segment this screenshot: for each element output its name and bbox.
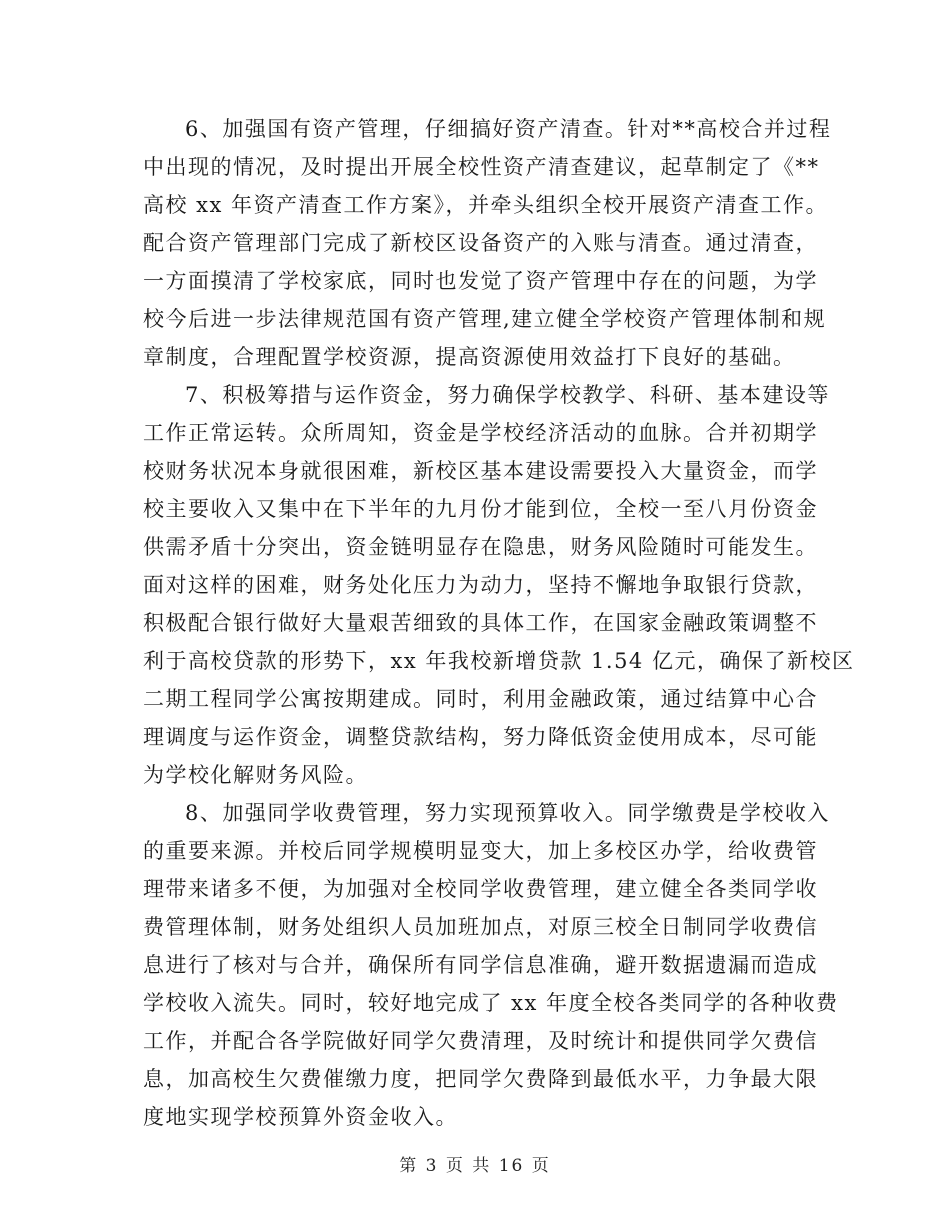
- text-line: 的重要来源。并校后同学规模明显变大，加上多校区办学，给收费管: [143, 839, 818, 863]
- text-line: 章制度，合理配置学校资源，提高资源使用效益打下良好的基础。: [143, 345, 796, 369]
- text-line: 6、加强国有资产管理，仔细搞好资产清查。针对**高校合并过程: [185, 117, 832, 141]
- paragraph-8: [143, 794, 839, 1136]
- text-line: 费管理体制，财务处组织人员加班加点，对原三校全日制同学收费信: [143, 915, 818, 939]
- text-line: 高校 xx 年资产清查工作方案》，并牵头组织全校开展资产清查工作。: [143, 193, 829, 217]
- text-line: 8、加强同学收费管理，努力实现预算收入。同学缴费是学校收入: [185, 801, 830, 825]
- text-line: 7、积极筹措与运作资金，努力确保学校教学、科研、基本建设等: [185, 383, 830, 407]
- text-line: 理带来诸多不便，为加强对全校同学收费管理，建立健全各类同学收: [143, 877, 818, 901]
- text-line: 二期工程同学公寓按期建成。同时，利用金融政策，通过结算中心合: [143, 687, 818, 711]
- paragraph-6: [143, 110, 832, 376]
- text-line: 息进行了核对与合并，确保所有同学信息准确，避开数据遗漏而造成: [143, 953, 818, 977]
- text-line: 校主要收入又集中在下半年的九月份才能到位，全校一至八月份资金: [143, 497, 818, 521]
- text-line: 配合资产管理部门完成了新校区设备资产的入账与清查。通过清查，: [143, 231, 818, 255]
- text-line: 学校收入流失。同时，较好地完成了 xx 年度全校各类同学的各种收费: [143, 991, 839, 1015]
- text-line: 供需矛盾十分突出，资金链明显存在隐患，财务风险随时可能发生。: [143, 535, 818, 559]
- text-line: 工作，并配合各学院做好同学欠费清理，及时统计和提供同学欠费信: [143, 1029, 818, 1053]
- text-line: 为学校化解财务风险。: [143, 763, 368, 787]
- text-line: 中出现的情况，及时提出开展全校性资产清查建议，起草制定了《**: [143, 155, 820, 179]
- page-number-footer: 第 3 页 共 16 页: [399, 1156, 551, 1176]
- text-line: 工作正常运转。众所周知，资金是学校经济活动的血脉。合并初期学: [143, 421, 818, 445]
- text-line: 理调度与运作资金，调整贷款结构，努力降低资金使用成本，尽可能: [143, 725, 818, 749]
- text-line: 面对这样的困难，财务处化压力为动力，坚持不懈地争取银行贷款，: [143, 573, 818, 597]
- text-line: 一方面摸清了学校家底，同时也发觉了资产管理中存在的问题，为学: [143, 269, 818, 293]
- text-line: 校财务状况本身就很困难，新校区基本建设需要投入大量资金，而学: [143, 459, 818, 483]
- paragraph-7: [143, 376, 855, 794]
- text-line: 利于高校贷款的形势下，xx 年我校新增贷款 1.54 亿元，确保了新校区: [143, 649, 855, 673]
- text-line: 积极配合银行做好大量艰苦细致的具体工作，在国家金融政策调整不: [143, 611, 818, 635]
- document-body: [143, 110, 855, 1136]
- text-line: 校今后进一步法律规范国有资产管理,建立健全学校资产管理体制和规: [143, 307, 827, 331]
- text-line: 度地实现学校预算外资金收入。: [143, 1105, 458, 1129]
- text-line: 息，加高校生欠费催缴力度，把同学欠费降到最低水平，力争最大限: [143, 1067, 818, 1091]
